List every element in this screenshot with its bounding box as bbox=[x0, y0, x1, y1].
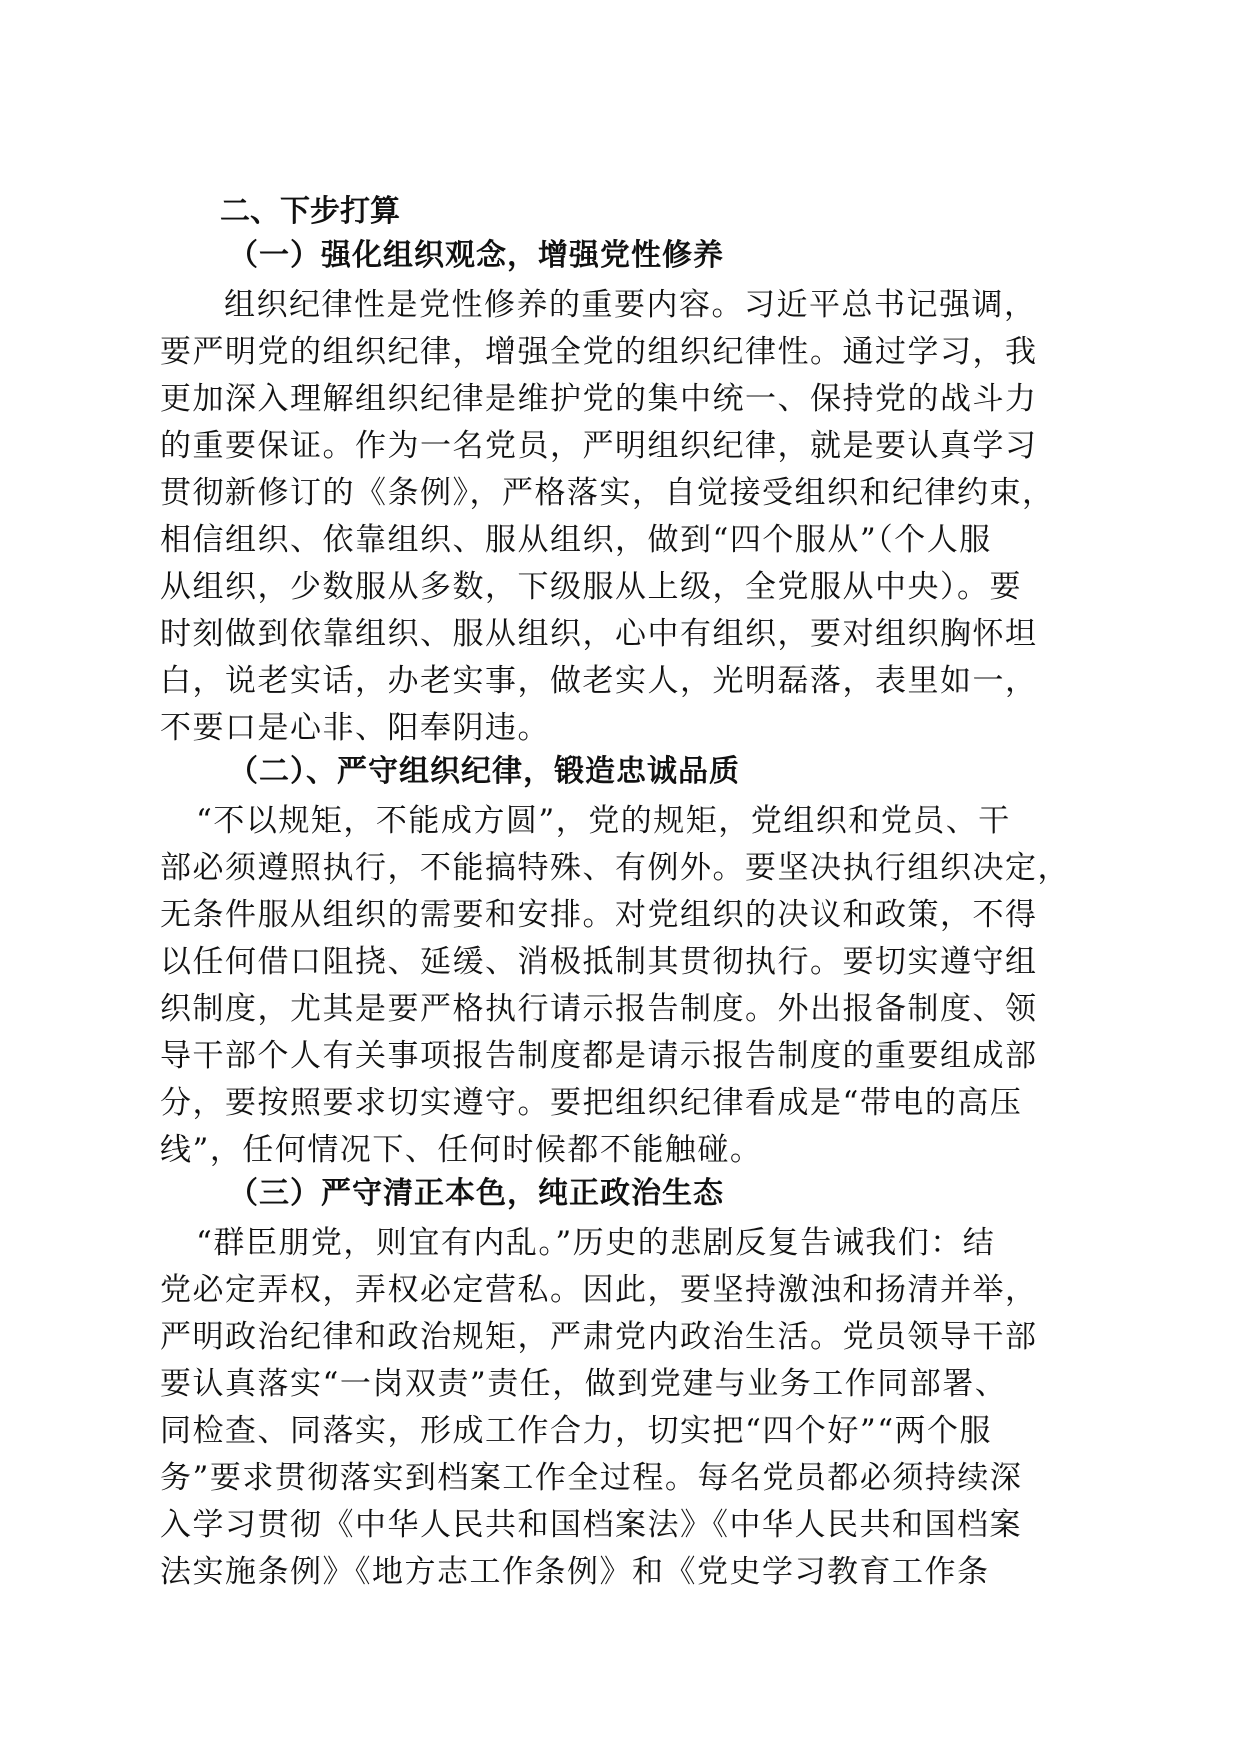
part1-paragraph bbox=[160, 282, 1080, 752]
paragraph-line: 分，要按照要求切实遵守。要把组织纪律看成是“带电的高压 bbox=[160, 1085, 1023, 1121]
paragraph-line: “群臣朋党，则宜有内乱。”历史的悲剧反复告诫我们：结 bbox=[196, 1225, 996, 1261]
paragraph-line: 组织纪律性是党性修养的重要内容。习近平总书记强调， bbox=[224, 287, 1037, 323]
paragraph-line: 白，说老实话，办老实事，做老实人，光明磊落，表里如一， bbox=[160, 663, 1038, 699]
paragraph-line: 部必须遵照执行，不能搞特殊、有例外。要坚决执行组织决定， bbox=[160, 850, 1070, 886]
paragraph-line: “不以规矩，不能成方圆”，党的规矩，党组织和党员、干 bbox=[196, 803, 1011, 839]
paragraph-line: 党必定弄权，弄权必定营私。因此，要坚持激浊和扬清并举， bbox=[160, 1272, 1038, 1308]
paragraph-line: 务”要求贯彻落实到档案工作全过程。每名党员都必须持续深 bbox=[160, 1460, 1023, 1496]
paragraph-line: 线”，任何情况下、任何时候都不能触碰。 bbox=[160, 1132, 763, 1168]
paragraph-line: 相信组织、依靠组织、服从组织，做到“四个服从”（个人服 bbox=[160, 522, 992, 558]
paragraph-line: 要认真落实“一岗双责”责任，做到党建与业务工作同部署、 bbox=[160, 1366, 1008, 1402]
paragraph-line: 织制度，尤其是要严格执行请示报告制度。外出报备制度、领 bbox=[160, 991, 1038, 1027]
paragraph-line: 无条件服从组织的需要和安排。对党组织的决议和政策，不得 bbox=[160, 897, 1038, 933]
paragraph-line: 不要口是心非、阳奉阴违。 bbox=[160, 710, 550, 746]
document-body bbox=[160, 192, 1080, 1596]
paragraph-line: 以任何借口阻挠、延缓、消极抵制其贯彻执行。要切实遵守组 bbox=[160, 944, 1038, 980]
paragraph-line: 导干部个人有关事项报告制度都是请示报告制度的重要组成部 bbox=[160, 1038, 1038, 1074]
section-heading: 二、下步打算 bbox=[220, 194, 400, 229]
part3-paragraph bbox=[160, 1220, 1080, 1596]
paragraph-line: 贯彻新修订的《条例》，严格落实，自觉接受组织和纪律约束， bbox=[160, 475, 1055, 511]
part1-title: （一）强化组织观念，增强党性修养 bbox=[228, 238, 724, 273]
paragraph-line: 法实施条例》《地方志工作条例》和《党史学习教育工作条 bbox=[160, 1554, 990, 1590]
paragraph-line: 同检查、同落实，形成工作合力，切实把“四个好”“两个服 bbox=[160, 1413, 993, 1449]
paragraph-line: 更加深入理解组织纪律是维护党的集中统一、保持党的战斗力 bbox=[160, 381, 1038, 417]
part2-paragraph bbox=[160, 798, 1080, 1174]
paragraph-line: 时刻做到依靠组织、服从组织，心中有组织，要对组织胸怀坦 bbox=[160, 616, 1038, 652]
paragraph-line: 的重要保证。作为一名党员，严明组织纪律，就是要认真学习 bbox=[160, 428, 1038, 464]
part2-title: （二）、严守组织纪律，锻造忠诚品质 bbox=[228, 754, 740, 789]
paragraph-line: 从组织，少数服从多数，下级服从上级，全党服从中央）。要 bbox=[160, 569, 1022, 605]
paragraph-line: 入学习贯彻《中华人民共和国档案法》《中华人民共和国档案 bbox=[160, 1507, 1022, 1543]
part3-title: （三）严守清正本色，纯正政治生态 bbox=[228, 1176, 724, 1211]
paragraph-line: 严明政治纪律和政治规矩，严肃党内政治生活。党员领导干部 bbox=[160, 1319, 1038, 1355]
paragraph-line: 要严明党的组织纪律，增强全党的组织纪律性。通过学习，我 bbox=[160, 334, 1038, 370]
